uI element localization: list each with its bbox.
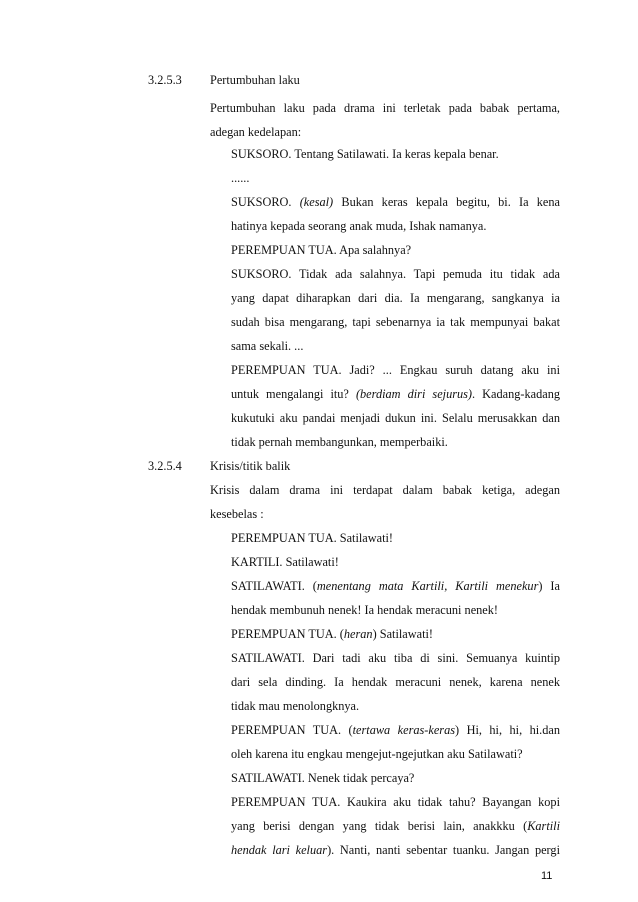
dialogue-text: ) Hi, hi, hi, hi.dan: [455, 723, 560, 737]
dialogue-text: Bukan keras kepala begitu, bi. Ia kena: [333, 195, 560, 209]
speaker-text: PEREMPUAN TUA. (: [231, 627, 344, 641]
dialogue-line: oleh karena itu engkau mengejut-ngejutkan aku Satilawati?: [231, 747, 523, 761]
section-number: 3.2.5.4: [148, 459, 182, 473]
dialogue-line: PEREMPUAN TUA. Satilawati!: [231, 531, 394, 545]
dialogue-line: [231, 842, 560, 858]
dialogue-text: ) Satilawati!: [372, 627, 434, 641]
dialogue-line: yang dapat diharapkan dari dia. Ia mengarang, sangkanya ia: [231, 291, 560, 305]
dialogue-line: [231, 626, 433, 642]
dialogue-line: dari sela dinding. Ia hendak meracuni nenek, karena nenek: [231, 675, 560, 689]
dialogue-text: ) Ia: [538, 579, 560, 593]
dialogue-line: hatinya kepada seorang anak muda, Ishak namanya.: [231, 219, 487, 233]
dialogue-line: KARTILI. Satilawati!: [231, 555, 339, 569]
speaker-text: SATILAWATI. (: [231, 579, 317, 593]
stage-direction: tertawa keras-keras: [352, 723, 456, 737]
stage-direction: hendak lari keluar: [231, 843, 328, 857]
stage-direction: (kesal): [299, 195, 334, 209]
dialogue-line: sudah bisa mengarang, tapi sebenarnya ia tak mempunyai bakat: [231, 315, 560, 329]
dialogue-line: [231, 818, 560, 834]
dialogue-text: yang berisi dengan yang tidak berisi lain, anakkku (: [231, 819, 528, 833]
stage-direction: heran: [343, 627, 373, 641]
paragraph-line: kesebelas :: [210, 507, 264, 521]
dialogue-line: [231, 194, 560, 210]
speaker-text: PEREMPUAN TUA. (: [231, 723, 353, 737]
stage-direction: Kartili: [527, 819, 560, 833]
dialogue-line: [231, 386, 560, 402]
section-heading: Pertumbuhan laku: [210, 73, 300, 87]
dialogue-line: [231, 722, 560, 738]
section-heading: Krisis/titik balik: [210, 459, 291, 473]
dialogue-text: . Kadang-kadang: [472, 387, 560, 401]
stage-direction: (berdiam diri sejurus): [355, 387, 473, 401]
dialogue-line: [231, 578, 560, 594]
page-number: 11: [541, 870, 553, 882]
section-number: 3.2.5.3: [148, 73, 182, 87]
speaker-text: SUKSORO.: [231, 195, 300, 209]
paragraph-line: Krisis dalam drama ini terdapat dalam babak ketiga, adegan: [210, 483, 560, 497]
dialogue-line: SATILAWATI. Dari tadi aku tiba di sini. Semuanya kuintip: [231, 651, 560, 665]
dialogue-line: SATILAWATI. Nenek tidak percaya?: [231, 771, 415, 785]
dialogue-line: SUKSORO. Tidak ada salahnya. Tapi pemuda itu tidak ada: [231, 267, 560, 281]
dialogue-line: PEREMPUAN TUA. Jadi? ... Engkau suruh datang aku ini: [231, 363, 560, 377]
dialogue-line: PEREMPUAN TUA. Kaukira aku tidak tahu? Bayangan kopi: [231, 795, 560, 809]
ellipsis-line: ......: [231, 171, 250, 185]
dialogue-line: kukutuki aku pandai menjadi dukun ini. Selalu merusakkan dan: [231, 411, 560, 425]
dialogue-text: ). Nanti, nanti sebentar tuanku. Jangan pergi: [327, 843, 560, 857]
dialogue-line: tidak mau menolongknya.: [231, 699, 360, 713]
stage-direction: menentang mata Kartili, Kartili menekur: [316, 579, 539, 593]
paragraph-line: adegan kedelapan:: [210, 125, 302, 139]
dialogue-line: hendak membunuh nenek! Ia hendak meracuni nenek!: [231, 603, 499, 617]
paragraph-line: Pertumbuhan laku pada drama ini terletak pada babak pertama,: [210, 101, 560, 115]
dialogue-line: tidak pernah membangunkan, memperbaiki.: [231, 435, 448, 449]
dialogue-text: untuk mengalangi itu?: [231, 387, 356, 401]
dialogue-line: sama sekali. ...: [231, 339, 304, 353]
dialogue-line: SUKSORO. Tentang Satilawati. Ia keras kepala benar.: [231, 147, 499, 161]
dialogue-line: PEREMPUAN TUA. Apa salahnya?: [231, 243, 412, 257]
